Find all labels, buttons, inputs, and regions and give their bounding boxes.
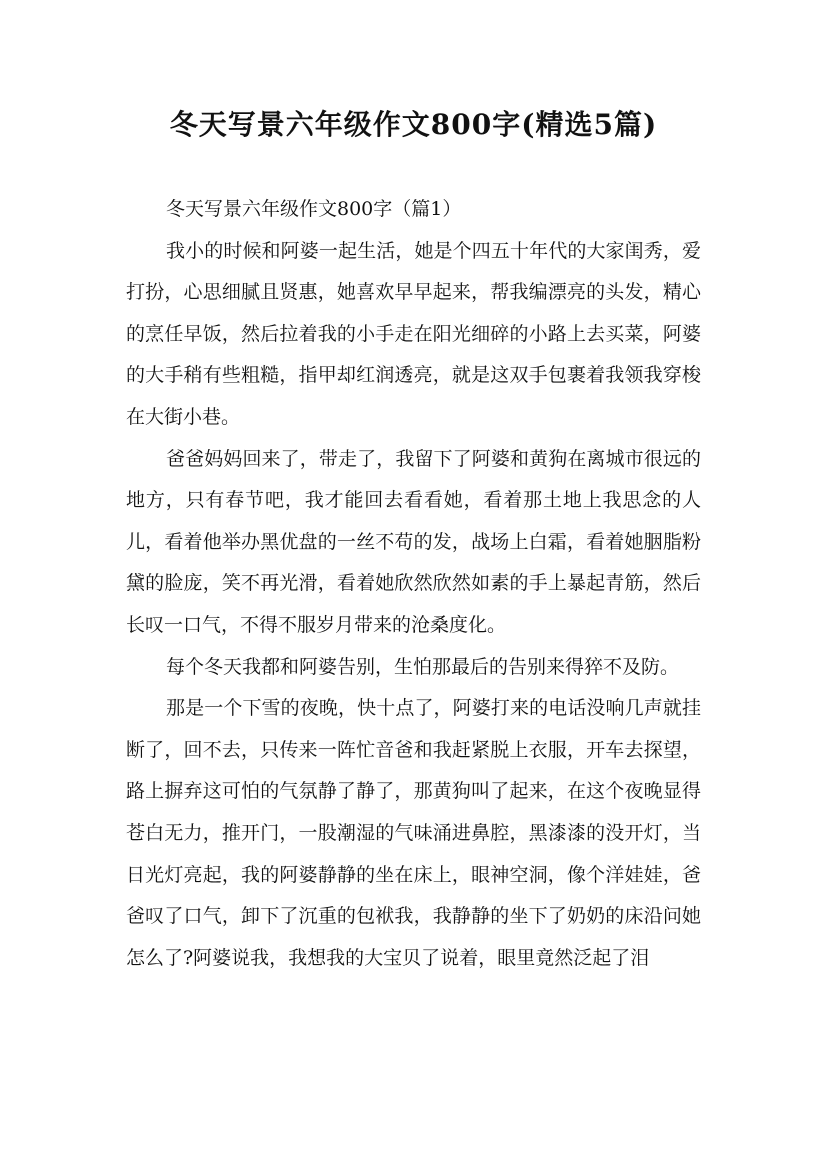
document-title: 冬天写景六年级作文800字(精选5篇) <box>169 108 658 141</box>
paragraph-3: 每个冬天我都和阿婆告别，生怕那最后的告别来得猝不及防。 <box>166 655 680 678</box>
paragraph-1: 我小的时候和阿婆一起生活，她是个四五十年代的大家闺秀，爱打扮，心思细腻且贤惠，她喜欢早早起来，帮我编漂亮的头发，精心的烹任早饭，然后拉着我的小手走在阳光细碎的小路上去买菜，阿婆的大手稍有些粗糙，指甲却红润透亮，就是这双手包裹着我领我穿梭在大街小巷。 <box>126 239 701 428</box>
paragraph-4: 那是一个下雪的夜晚，快十点了，阿婆打来的电话没响几声就挂断了，回不去，只传来一阵忙音爸和我赶紧脱上衣服，开车去探望，路上摒弃这可怕的气氛静了静了，那黄狗叫了起来，在这个夜晚显得苍白无力，推开门，一股潮湿的气味涌进鼻腔，黑漆漆的没开灯，当日光灯亮起，我的阿婆静静的坐在床上，眼神空洞，像个洋娃娃，爸爸叹了口气，卸下了沉重的包袱我，我静静的坐下了奶奶的床沿问她怎么了?阿婆说我，我想我的大宝贝了说着，眼里竟然泛起了泪 <box>126 697 701 969</box>
document-body <box>126 189 701 979</box>
section-heading: 冬天写景六年级作文800字（篇1） <box>166 198 462 220</box>
paragraph-2: 爸爸妈妈回来了，带走了，我留下了阿婆和黄狗在离城市很远的地方，只有春节吧，我才能回去看看她，看着那土地上我思念的人儿，看着他举办黑优盘的一丝不苟的发，战场上白霜，看着她胭脂粉黛的脸庞，笑不再光滑，看着她欣然欣然如素的手上暴起青筋，然后长叹一口气，不得不服岁月带来的沧桑度化。 <box>126 447 701 636</box>
